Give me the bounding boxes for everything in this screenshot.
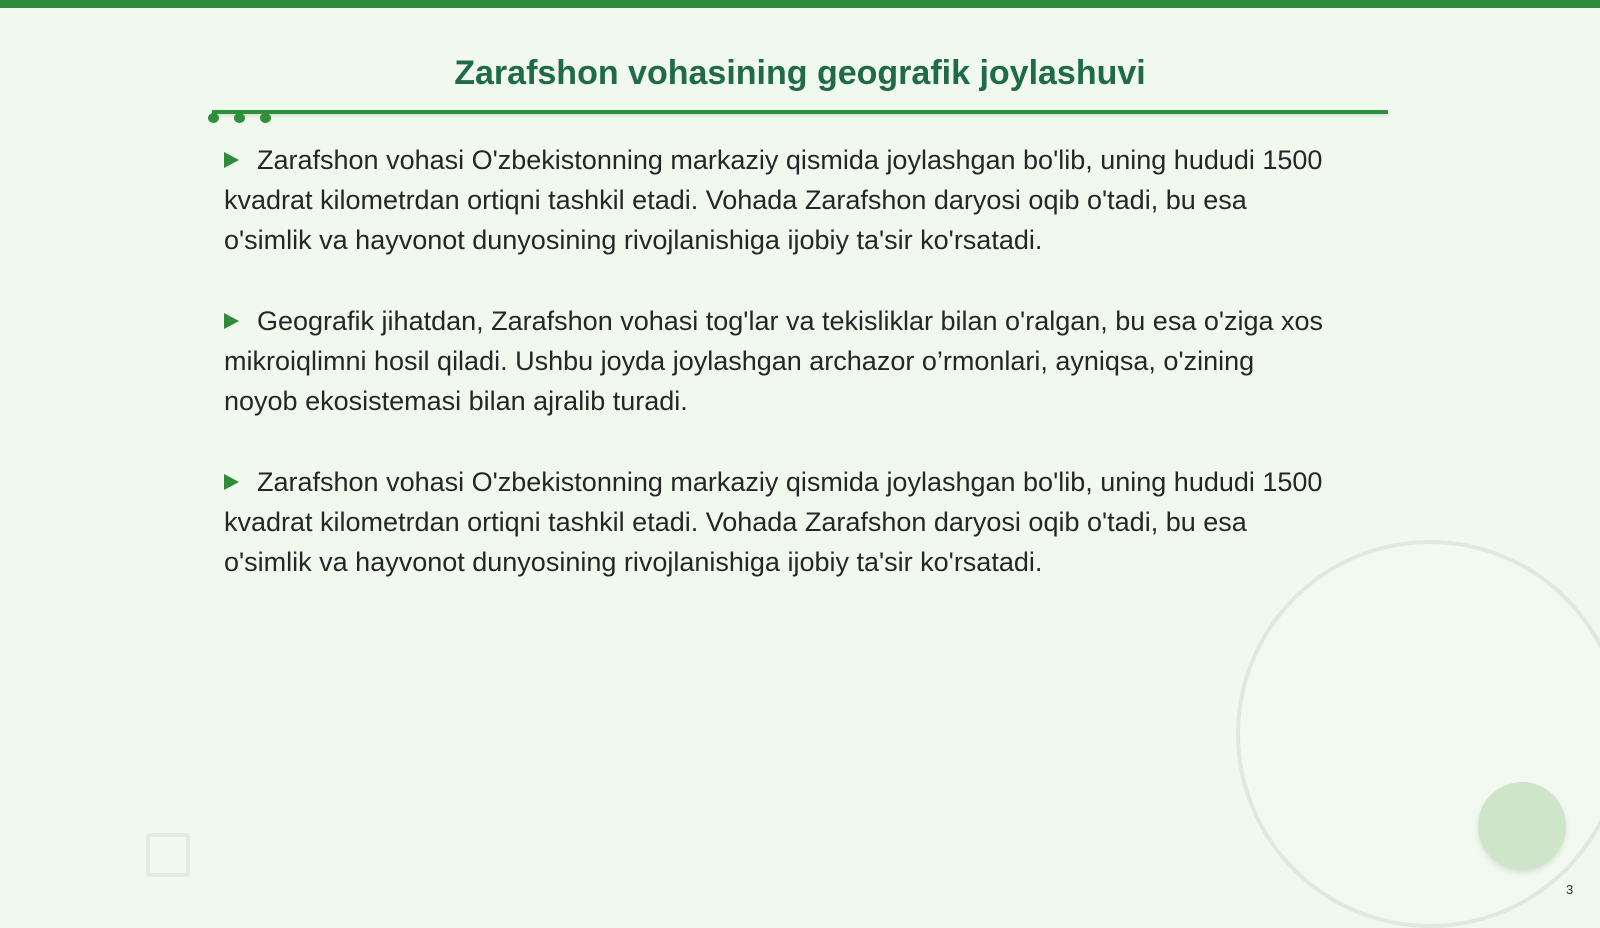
slide-body [224, 140, 1324, 623]
triangle-right-icon [224, 313, 239, 329]
decorative-circle-filled [1478, 782, 1566, 870]
paragraph-text: Zarafshon vohasi O'zbekistonning markaziy qismida joylashgan bo'lib, uning hududi 1500 kvadrat kilometrdan ortiqni tashkil etadi. Vohada Zarafshon daryosi oqib o'tadi, bu esa o'simlik va hayvonot dunyosining rivojlanishiga ijobiy ta'sir ko'rsatadi. [224, 467, 1323, 577]
slide-title: Zarafshon vohasining geografik joylashuvi [454, 54, 1146, 92]
top-accent-bar [0, 0, 1600, 8]
triangle-right-icon [224, 152, 239, 168]
paragraph-text: Geografik jihatdan, Zarafshon vohasi tog'lar va tekisliklar bilan o'ralgan, bu esa o'ziga xos mikroiqlimni hosil qiladi. Ushbu joyda joylashgan archazor o’rmonlari, ayniqsa, o'zining noyob ekosistemasi bilan ajralib turadi. [224, 306, 1324, 416]
triangle-right-icon [224, 474, 239, 490]
decorative-dot [208, 113, 219, 123]
paragraph-text: Zarafshon vohasi O'zbekistonning markaziy qismida joylashgan bo'lib, uning hududi 1500 kvadrat kilometrdan ortiqni tashkil etadi. Vohada Zarafshon daryosi oqib o'tadi, bu esa o'simlik va hayvonot dunyosining rivojlanishiga ijobiy ta'sir ko'rsatadi. [224, 145, 1323, 255]
decorative-square-outline [146, 833, 190, 877]
page-number: 3 [1566, 882, 1574, 897]
decorative-dot [234, 113, 245, 123]
bullet-paragraph [224, 462, 1324, 582]
decorative-dot [260, 113, 271, 123]
bullet-paragraph [224, 140, 1324, 260]
bullet-paragraph [224, 301, 1324, 421]
title-underline [212, 110, 1388, 114]
